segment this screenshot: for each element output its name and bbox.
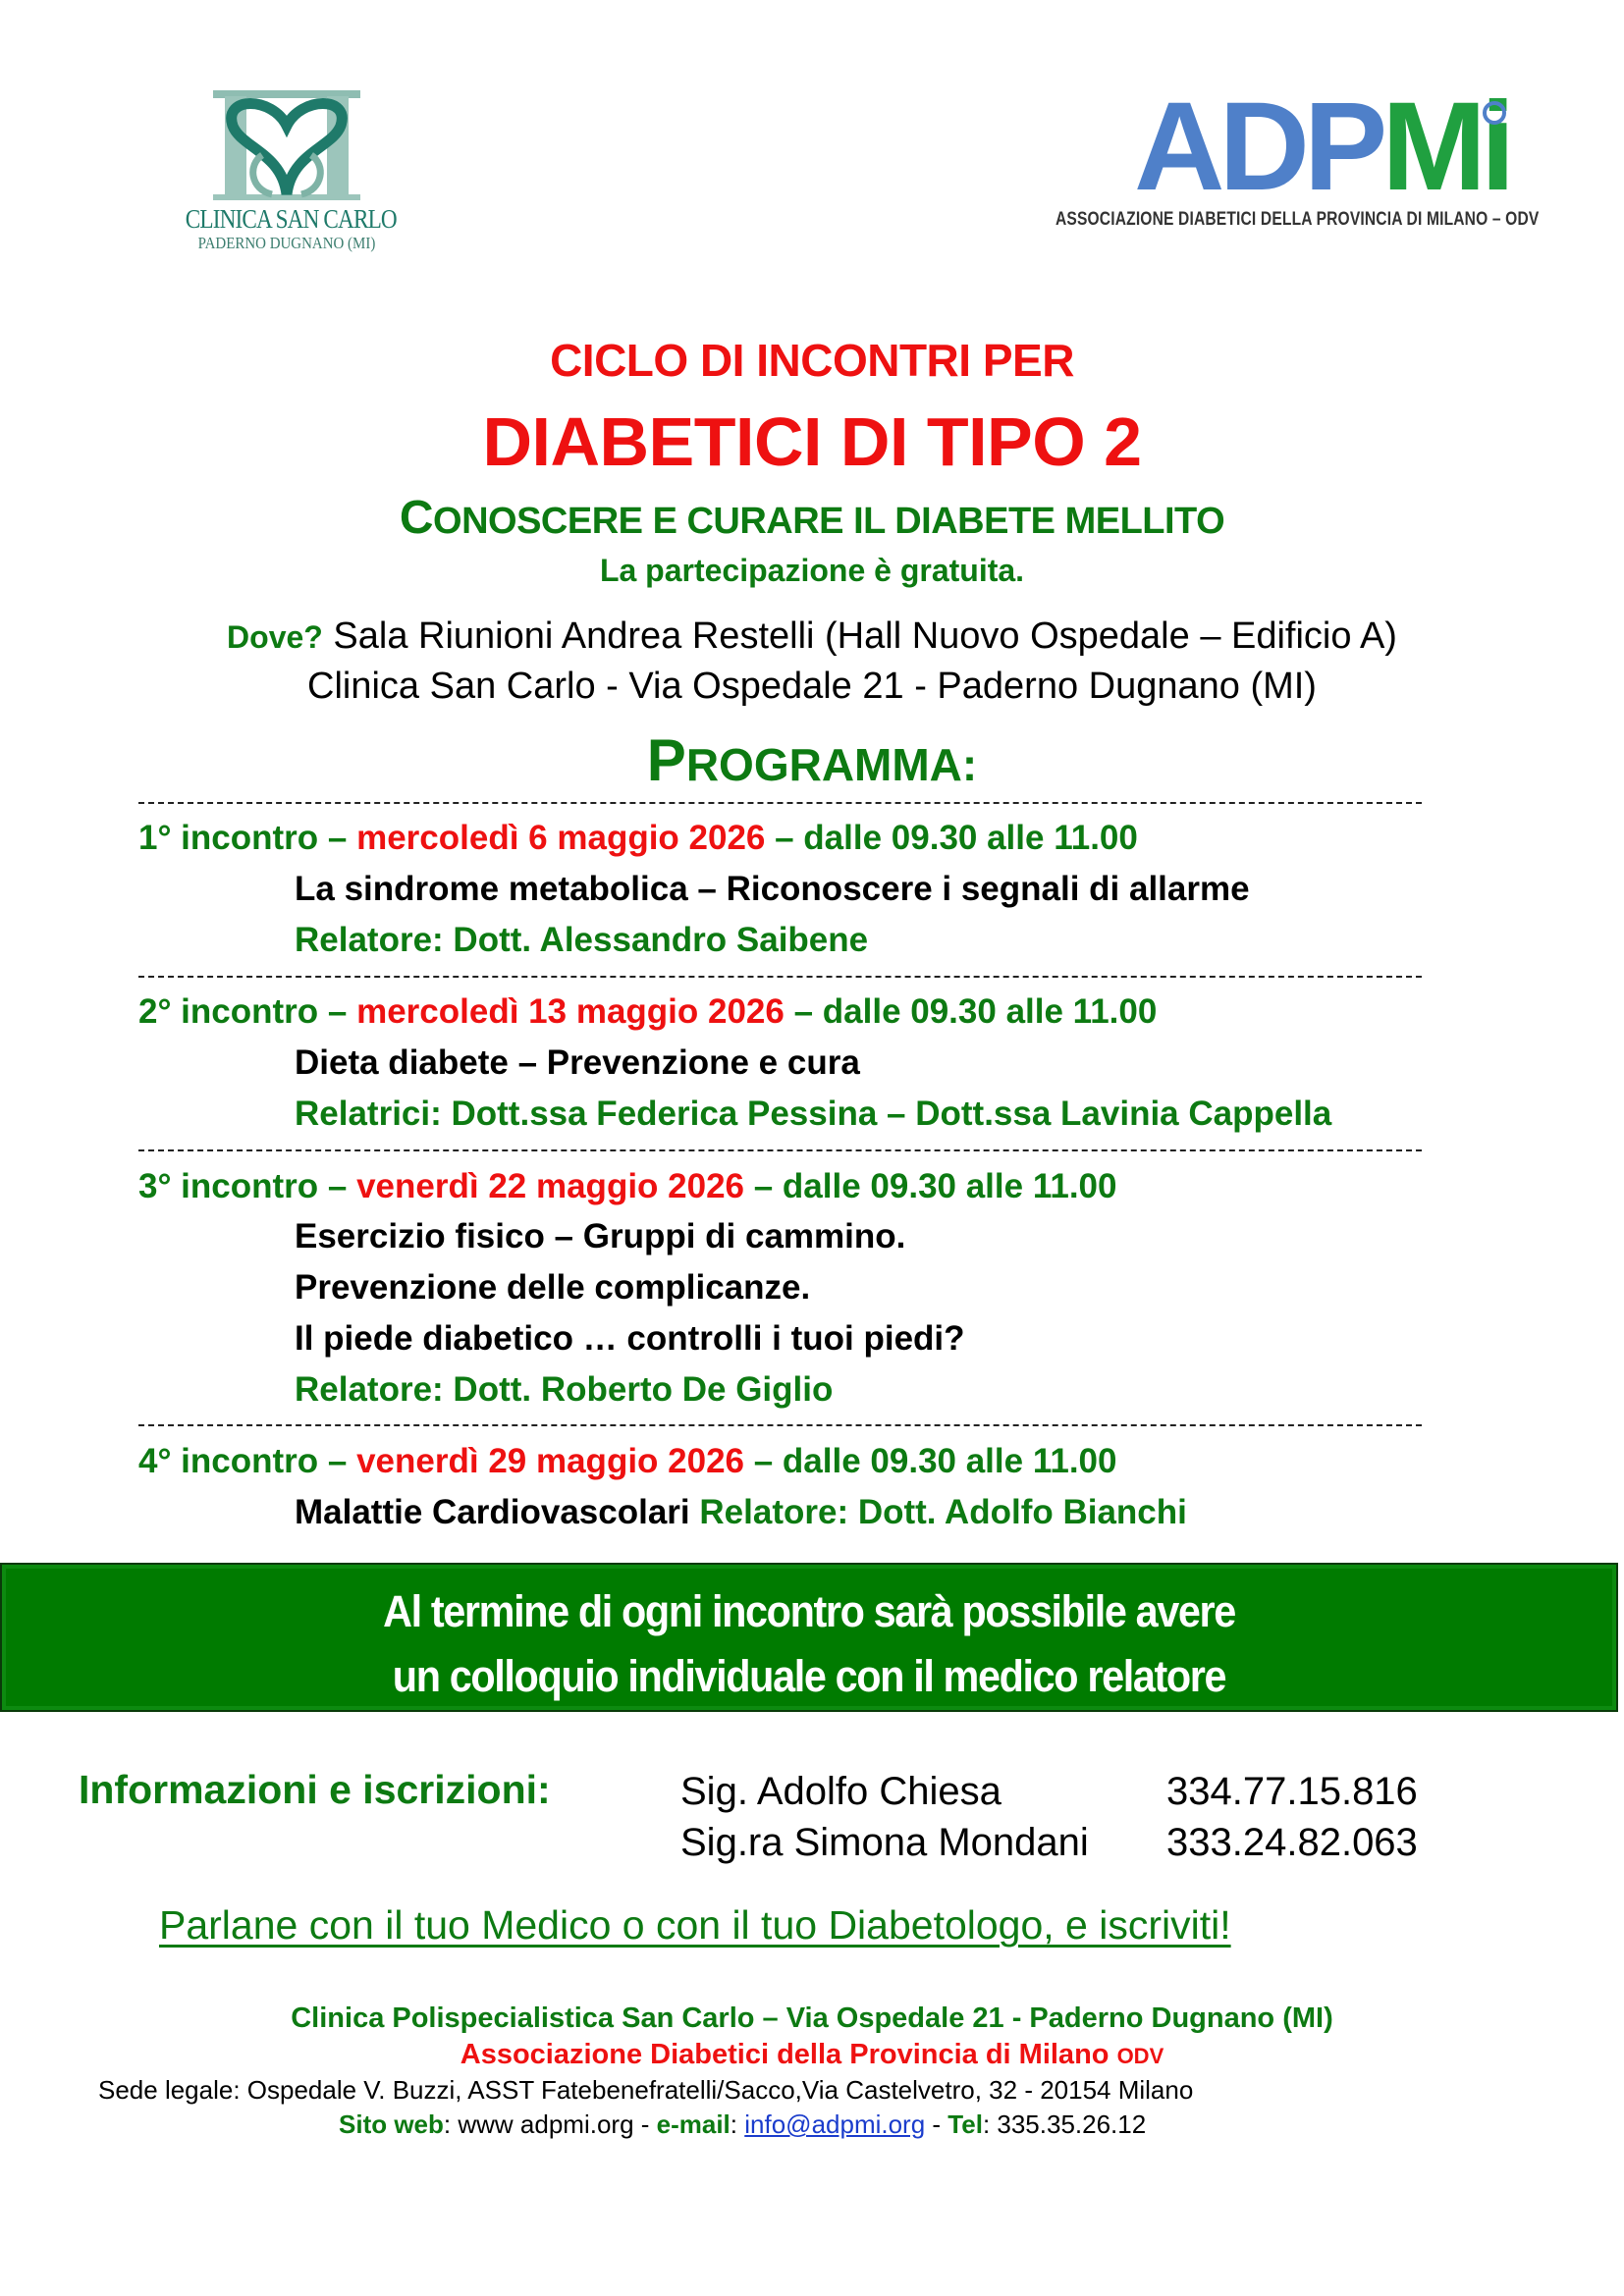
location-line-1: Dove? Sala Riunioni Andrea Restelli (Hall Nuovo Ospedale – Edificio A)	[227, 615, 1397, 657]
session-2-speaker: Relatrici: Dott.ssa Federica Pessina – Dott.ssa Lavinia Cappella	[295, 1095, 1332, 1133]
heart-monogram-icon	[203, 86, 370, 204]
session-2-date: mercoledì 13 maggio 2026	[356, 992, 785, 1031]
footer-phone[interactable]: : 335.35.26.12	[982, 2109, 1147, 2139]
contact-2-phone[interactable]: 333.24.82.063	[1166, 1821, 1418, 1864]
contact-1-phone[interactable]: 334.77.15.816	[1166, 1770, 1418, 1813]
adpmi-dot-ring-icon	[1483, 101, 1506, 125]
adpmi-wordmark: ADPMi	[1134, 77, 1510, 217]
email-link[interactable]: info@adpmi.org	[744, 2109, 926, 2139]
banner-line-2: un colloquio individuale con il medico relatore	[392, 1651, 1226, 1701]
free-participation-note: La partecipazione è gratuita.	[599, 553, 1025, 588]
banner-line-1: Al termine di ogni incontro sarà possibile avere	[383, 1586, 1235, 1636]
clinic-logo-name: CLINICA SAN CARLO	[185, 204, 397, 234]
session-4-speaker: Relatore: Dott. Adolfo Bianchi	[699, 1493, 1187, 1531]
location-label: Dove?	[227, 619, 323, 655]
session-4-date: venerdì 29 maggio 2026	[356, 1442, 745, 1480]
footer-contacts: Sito web: www adpmi.org - e-mail: info@adpmi.org - Tel: 335.35.26.12	[339, 2109, 1147, 2139]
location-line-2: Clinica San Carlo - Via Ospedale 21 - Paderno Dugnano (MI)	[307, 666, 1317, 707]
programme-title: PROGRAMMA:	[646, 727, 978, 793]
session-2-topic: Dieta diabete – Prevenzione e cura	[295, 1043, 860, 1082]
session-4-title: 4° incontro – venerdì 29 maggio 2026 – dalle 09.30 alle 11.00	[138, 1442, 1117, 1480]
session-4-topic: Malattie Cardiovascolari Relatore: Dott. Adolfo Bianchi	[295, 1493, 1187, 1531]
session-3-title: 3° incontro – venerdì 22 maggio 2026 – dalle 09.30 alle 11.00	[138, 1167, 1117, 1205]
consultation-banner	[0, 1563, 1618, 1712]
footer-clinic: Clinica Polispecialistica San Carlo – Via Ospedale 21 - Paderno Dugnano (MI)	[291, 2002, 1333, 2034]
adpmi-tagline: ASSOCIAZIONE DIABETICI DELLA PROVINCIA DI MILANO – ODV	[1056, 209, 1540, 230]
heading-ciclo: CICLO DI INCONTRI PER	[550, 335, 1074, 386]
footer-legal-address: Sede legale: Ospedale V. Buzzi, ASST Fatebenefratelli/Sacco,Via Castelvetro, 32 - 20154 Milano	[98, 2075, 1194, 2105]
session-1-speaker: Relatore: Dott. Alessandro Saibene	[295, 921, 869, 959]
adpmi-logo	[1056, 77, 1546, 240]
divider	[138, 1149, 1422, 1151]
call-to-action: Parlane con il tuo Medico o con il tuo Diabetologo, e iscriviti!	[159, 1902, 1231, 1948]
session-3-speaker: Relatore: Dott. Roberto De Giglio	[295, 1370, 834, 1409]
website-link[interactable]: : www adpmi.org -	[443, 2109, 657, 2139]
session-3-topic-3: Il piede diabetico … controlli i tuoi piedi?	[295, 1319, 965, 1358]
divider	[138, 1424, 1422, 1426]
contact-2-name: Sig.ra Simona Mondani	[680, 1821, 1089, 1864]
info-label: Informazioni e iscrizioni:	[79, 1767, 551, 1812]
contact-1-name: Sig. Adolfo Chiesa	[680, 1770, 1001, 1813]
clinica-san-carlo-logo	[169, 86, 405, 263]
divider	[138, 802, 1422, 804]
divider	[138, 976, 1422, 978]
session-2-title: 2° incontro – mercoledì 13 maggio 2026 – dalle 09.30 alle 11.00	[138, 992, 1158, 1031]
session-3-date: venerdì 22 maggio 2026	[356, 1167, 745, 1205]
clinic-logo-subtitle: PADERNO DUGNANO (MI)	[197, 234, 376, 252]
session-3-topic-2: Prevenzione delle complicanze.	[295, 1268, 811, 1307]
session-1-title: 1° incontro – mercoledì 6 maggio 2026 – dalle 09.30 alle 11.00	[138, 819, 1138, 857]
heading-diabetici-tipo-2: DIABETICI DI TIPO 2	[482, 403, 1142, 480]
session-3-topic-1: Esercizio fisico – Gruppi di cammino.	[295, 1217, 906, 1255]
session-1-topic: La sindrome metabolica – Riconoscere i segnali di allarme	[295, 870, 1250, 908]
subtitle-conoscere: CONOSCERE E CURARE IL DIABETE MELLITO	[399, 492, 1225, 544]
session-1-date: mercoledì 6 maggio 2026	[356, 819, 766, 857]
footer-association: Associazione Diabetici della Provincia di Milano ODV	[460, 2039, 1164, 2070]
